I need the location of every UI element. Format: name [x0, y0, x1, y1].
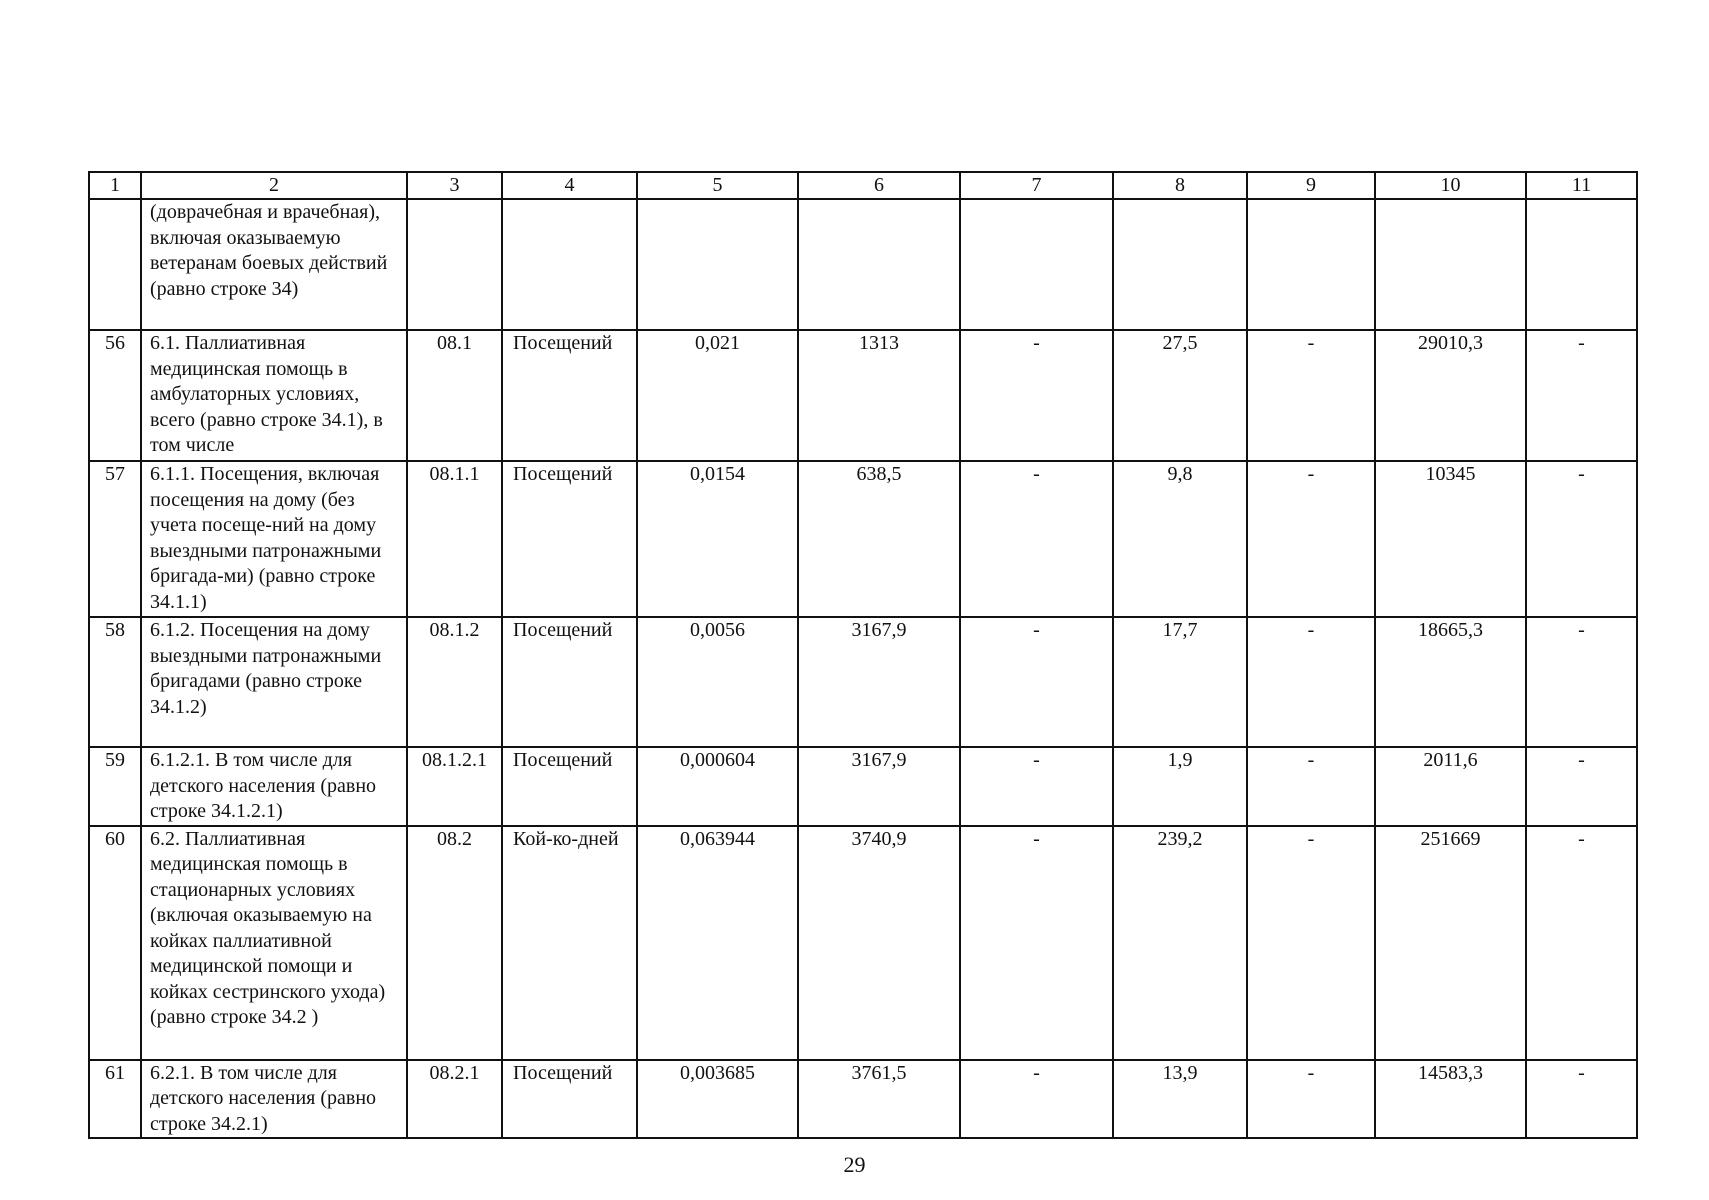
- value-cell: 0,000604: [637, 747, 798, 826]
- value-cell: 18665,3: [1375, 617, 1526, 747]
- value-cell: -: [1247, 826, 1375, 1060]
- value-cell: -: [960, 330, 1113, 461]
- column-header: 3: [407, 172, 502, 199]
- value-cell: 14583,3: [1375, 1060, 1526, 1139]
- value-cell: -: [1247, 1060, 1375, 1139]
- description-cell: 6.1.2. Посещения на дому выездными патронажными бригадами (равно строке 34.1.2): [141, 617, 407, 747]
- code-cell: 08.2: [407, 826, 502, 1060]
- value-cell: [1526, 199, 1637, 330]
- column-header: 10: [1375, 172, 1526, 199]
- value-cell: -: [960, 747, 1113, 826]
- value-cell: 3167,9: [798, 747, 960, 826]
- row-number-cell: 56: [89, 330, 141, 461]
- code-cell: 08.1.2: [407, 617, 502, 747]
- value-cell: 638,5: [798, 461, 960, 617]
- value-cell: -: [1526, 826, 1637, 1060]
- column-header: 1: [89, 172, 141, 199]
- value-cell: [1375, 199, 1526, 330]
- value-cell: 9,8: [1113, 461, 1247, 617]
- value-cell: [1247, 199, 1375, 330]
- table-row: [89, 826, 1637, 1060]
- data-table: [88, 171, 1638, 1139]
- value-cell: -: [960, 826, 1113, 1060]
- description-cell: 6.2.1. В том числе для детского населения (равно строке 34.2.1): [141, 1060, 407, 1139]
- value-cell: 17,7: [1113, 617, 1247, 747]
- header-row: [89, 172, 1637, 199]
- column-header: 8: [1113, 172, 1247, 199]
- unit-cell: Посещений: [502, 330, 637, 461]
- code-cell: [407, 199, 502, 330]
- value-cell: -: [960, 617, 1113, 747]
- value-cell: 27,5: [1113, 330, 1247, 461]
- code-cell: 08.2.1: [407, 1060, 502, 1139]
- value-cell: -: [1526, 747, 1637, 826]
- code-cell: 08.1.2.1: [407, 747, 502, 826]
- unit-cell: Посещений: [502, 617, 637, 747]
- value-cell: -: [1247, 617, 1375, 747]
- value-cell: 0,003685: [637, 1060, 798, 1139]
- value-cell: 3167,9: [798, 617, 960, 747]
- value-cell: 2011,6: [1375, 747, 1526, 826]
- unit-cell: Посещений: [502, 1060, 637, 1139]
- table-row: [89, 1060, 1637, 1139]
- value-cell: -: [960, 461, 1113, 617]
- value-cell: 3761,5: [798, 1060, 960, 1139]
- value-cell: -: [1526, 461, 1637, 617]
- value-cell: -: [1247, 330, 1375, 461]
- table-row: [89, 747, 1637, 826]
- description-cell: 6.1. Паллиативная медицинская помощь в амбулаторных условиях, всего (равно строке 34.1), в том числе: [141, 330, 407, 461]
- value-cell: 0,063944: [637, 826, 798, 1060]
- value-cell: 0,0056: [637, 617, 798, 747]
- description-cell: 6.1.1. Посещения, включая посещения на дому (без учета посеще-ний на дому выездными патронажными бригада-ми) (равно строке 34.1.1): [141, 461, 407, 617]
- value-cell: 3740,9: [798, 826, 960, 1060]
- column-header: 2: [141, 172, 407, 199]
- value-cell: [960, 199, 1113, 330]
- column-header: 9: [1247, 172, 1375, 199]
- column-header: 7: [960, 172, 1113, 199]
- column-header: 6: [798, 172, 960, 199]
- description-cell: (доврачебная и врачебная), включая оказываемую ветеранам боевых действий (равно строке 34): [141, 199, 407, 330]
- row-number-cell: 59: [89, 747, 141, 826]
- column-header: 11: [1526, 172, 1637, 199]
- table-row: [89, 330, 1637, 461]
- row-number-cell: 60: [89, 826, 141, 1060]
- value-cell: -: [1247, 461, 1375, 617]
- value-cell: 1,9: [1113, 747, 1247, 826]
- column-header: 5: [637, 172, 798, 199]
- description-cell: 6.1.2.1. В том числе для детского населения (равно строке 34.1.2.1): [141, 747, 407, 826]
- value-cell: 1313: [798, 330, 960, 461]
- table-row: [89, 199, 1637, 330]
- value-cell: 13,9: [1113, 1060, 1247, 1139]
- value-cell: [798, 199, 960, 330]
- code-cell: 08.1: [407, 330, 502, 461]
- value-cell: [1113, 199, 1247, 330]
- value-cell: 239,2: [1113, 826, 1247, 1060]
- value-cell: 10345: [1375, 461, 1526, 617]
- value-cell: 0,021: [637, 330, 798, 461]
- value-cell: 251669: [1375, 826, 1526, 1060]
- unit-cell: Посещений: [502, 747, 637, 826]
- column-header: 4: [502, 172, 637, 199]
- page-number: 29: [843, 1152, 866, 1177]
- unit-cell: Кой-ко-дней: [502, 826, 637, 1060]
- value-cell: -: [960, 1060, 1113, 1139]
- value-cell: -: [1526, 1060, 1637, 1139]
- value-cell: -: [1526, 617, 1637, 747]
- table-row: [89, 617, 1637, 747]
- description-cell: 6.2. Паллиативная медицинская помощь в стационарных условиях (включая оказываемую на койках паллиативной медицинской помощи и койках сестринского ухода) (равно строке 34.2 ): [141, 826, 407, 1060]
- value-cell: [637, 199, 798, 330]
- unit-cell: [502, 199, 637, 330]
- row-number-cell: 57: [89, 461, 141, 617]
- code-cell: 08.1.1: [407, 461, 502, 617]
- row-number-cell: 61: [89, 1060, 141, 1139]
- row-number-cell: 58: [89, 617, 141, 747]
- row-number-cell: [89, 199, 141, 330]
- value-cell: -: [1247, 747, 1375, 826]
- value-cell: -: [1526, 330, 1637, 461]
- unit-cell: Посещений: [502, 461, 637, 617]
- table-row: [89, 461, 1637, 617]
- value-cell: 29010,3: [1375, 330, 1526, 461]
- value-cell: 0,0154: [637, 461, 798, 617]
